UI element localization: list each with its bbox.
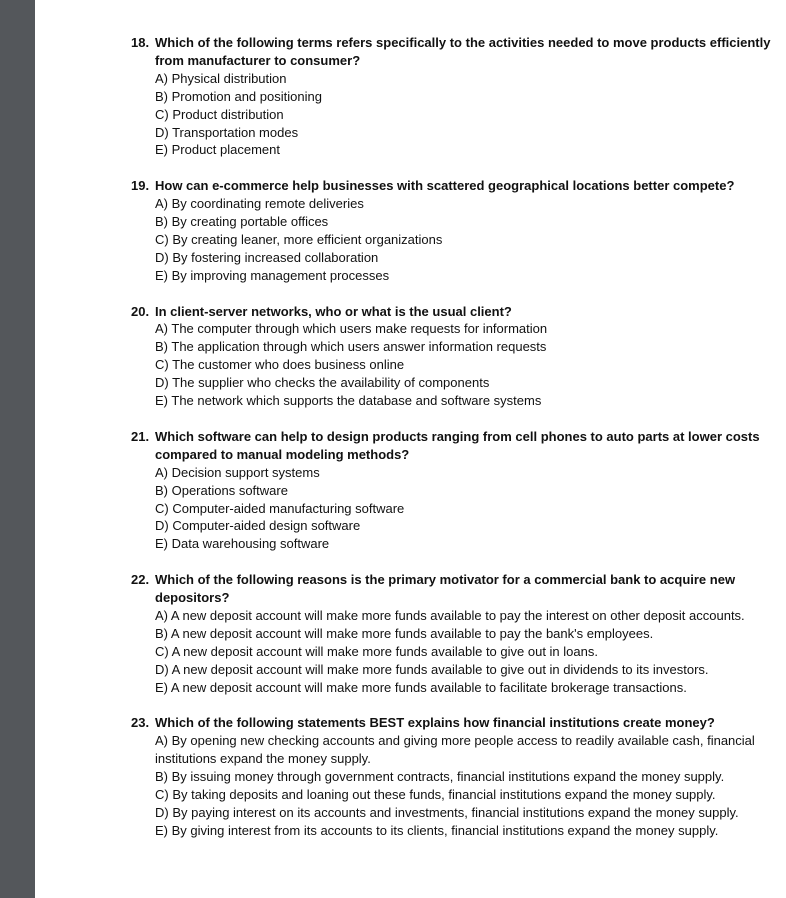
option-c: C) Product distribution bbox=[155, 106, 284, 122]
option-a: A) A new deposit account will make more funds available to pay the interest on other deposit accounts. bbox=[155, 607, 745, 623]
option-a: A) By coordinating remote deliveries bbox=[155, 196, 364, 212]
option-b: B) The application through which users answer information requests bbox=[155, 339, 547, 355]
question-number: 18. bbox=[131, 35, 150, 50]
question-header bbox=[131, 34, 776, 70]
option-d: D) Transportation modes bbox=[155, 124, 299, 140]
answer-options bbox=[155, 732, 776, 839]
option-b: B) By creating portable offices bbox=[155, 214, 329, 230]
answer-options bbox=[155, 70, 776, 160]
question-header bbox=[131, 714, 776, 732]
option-e: E) By giving interest from its accounts to its clients, financial institutions expand the money supply. bbox=[155, 822, 719, 838]
option-b: B) By issuing money through government contracts, financial institutions expand the money supply. bbox=[155, 769, 725, 785]
question-text: Which software can help to design products ranging from cell phones to auto parts at lower costs compared to manual modeling methods? bbox=[155, 428, 760, 462]
option-d: D) The supplier who checks the availability of components bbox=[155, 375, 490, 391]
question-list bbox=[131, 34, 776, 858]
option-d: D) By paying interest on its accounts and investments, financial institutions expand the money supply. bbox=[155, 804, 739, 820]
option-d: D) By fostering increased collaboration bbox=[155, 249, 379, 265]
question-text: In client-server networks, who or what is the usual client? bbox=[155, 303, 512, 319]
question-20 bbox=[131, 303, 776, 410]
question-header bbox=[131, 428, 776, 464]
option-e: E) By improving management processes bbox=[155, 267, 390, 283]
option-a: A) The computer through which users make requests for information bbox=[155, 321, 548, 337]
viewer-left-margin bbox=[0, 0, 35, 898]
question-22 bbox=[131, 571, 776, 696]
option-c: C) By taking deposits and loaning out these funds, financial institutions expand the money supply. bbox=[155, 786, 716, 802]
question-number: 21. bbox=[131, 428, 150, 444]
option-d: D) Computer-aided design software bbox=[155, 518, 361, 534]
option-c: C) The customer who does business online bbox=[155, 357, 405, 373]
document-page bbox=[35, 0, 786, 898]
option-e: E) Data warehousing software bbox=[155, 536, 330, 552]
question-header bbox=[131, 571, 776, 607]
option-a: A) Decision support systems bbox=[155, 464, 320, 480]
question-number: 22. bbox=[131, 572, 150, 588]
question-header bbox=[131, 303, 776, 321]
answer-options bbox=[155, 320, 776, 410]
question-18 bbox=[131, 34, 776, 159]
question-number: 23. bbox=[131, 715, 150, 731]
option-a: A) By opening new checking accounts and giving more people access to readily available cash, financial institutions expand the money supply. bbox=[155, 733, 755, 767]
question-number: 19. bbox=[131, 178, 150, 194]
option-d: D) A new deposit account will make more funds available to give out in dividends to its investors. bbox=[155, 661, 709, 677]
option-b: B) A new deposit account will make more funds available to pay the bank's employees. bbox=[155, 625, 654, 641]
option-a: A) Physical distribution bbox=[155, 70, 287, 86]
question-text: Which of the following statements BEST explains how financial institutions create money? bbox=[155, 715, 715, 731]
option-c: C) A new deposit account will make more funds available to give out in loans. bbox=[155, 643, 598, 659]
question-text: Which of the following reasons is the primary motivator for a commercial bank to acquire new depositors? bbox=[155, 572, 736, 606]
question-21 bbox=[131, 428, 776, 553]
option-b: B) Operations software bbox=[155, 482, 288, 498]
option-e: E) A new deposit account will make more funds available to facilitate brokerage transactions. bbox=[155, 679, 687, 695]
question-19 bbox=[131, 177, 776, 284]
question-number: 20. bbox=[131, 303, 150, 319]
option-e: E) Product placement bbox=[155, 142, 281, 158]
option-c: C) Computer-aided manufacturing software bbox=[155, 500, 405, 516]
option-b: B) Promotion and positioning bbox=[155, 88, 322, 104]
answer-options bbox=[155, 464, 776, 554]
question-header bbox=[131, 177, 776, 195]
question-text: How can e-commerce help businesses with scattered geographical locations better compete? bbox=[155, 178, 735, 194]
answer-options bbox=[155, 195, 776, 285]
question-23 bbox=[131, 714, 776, 839]
question-text: Which of the following terms refers specifically to the activities needed to move products efficiently from manufacturer to consumer? bbox=[155, 35, 771, 68]
option-c: C) By creating leaner, more efficient organizations bbox=[155, 231, 443, 247]
option-e: E) The network which supports the database and software systems bbox=[155, 393, 542, 409]
answer-options bbox=[155, 607, 776, 697]
